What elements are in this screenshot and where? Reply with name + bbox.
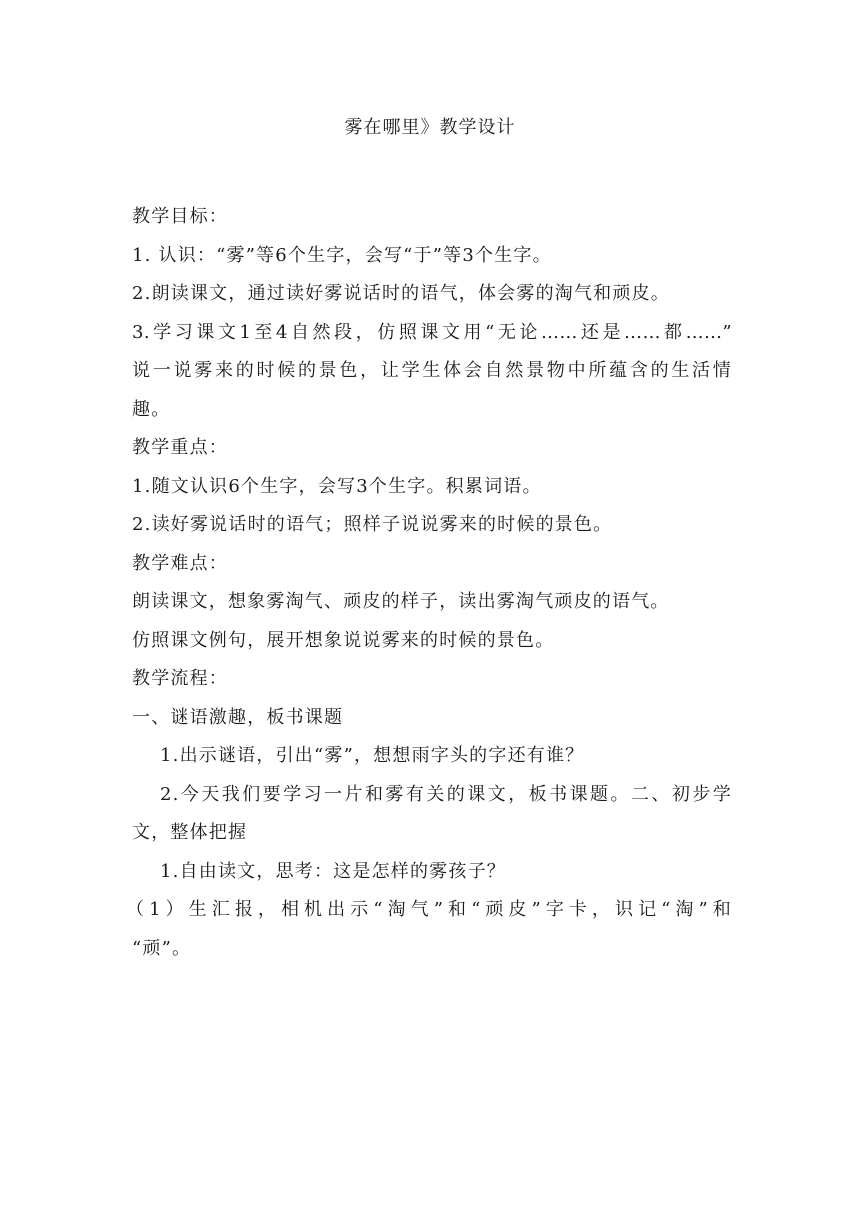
- process-substep-1-line-1: （1）生汇报，相机出示“淘气”和“顽皮”字卡，识记“淘”和: [126, 899, 732, 920]
- difficulty-item-2: 仿照课文例句，展开想象说说雾来的时候的景色。: [132, 629, 555, 651]
- heading-teaching-difficulty: 教学难点：: [132, 552, 228, 574]
- goal-item-1: 1. 认识：“雾”等6个生字，会写“于”等3个生字。: [132, 244, 552, 266]
- document-body: [126, 198, 732, 968]
- process-step-1: 1.出示谜语，引出“雾”，想想雨字头的字还有谁？: [160, 745, 585, 766]
- process-substep-1-line-2: “顽”。: [132, 937, 192, 959]
- focus-item-1: 1.随文认识6个生字，会写3个生字。积累词语。: [132, 475, 542, 497]
- focus-item-2: 2.读好雾说话时的语气；照样子说说雾来的时候的景色。: [132, 514, 613, 535]
- heading-teaching-process: 教学流程：: [132, 668, 228, 689]
- section-heading-1: 一、谜语激趣，板书课题: [132, 706, 344, 728]
- process-step-2-line-1: 2.今天我们要学习一片和雾有关的课文，板书课题。二、初步学: [160, 783, 732, 805]
- process-step-3: 1.自由读文，思考：这是怎样的雾孩子？: [160, 860, 506, 882]
- difficulty-item-1: 朗读课文，想象雾淘气、顽皮的样子，读出雾淘气顽皮的语气。: [132, 591, 670, 612]
- process-step-2-line-2: 文，整体把握: [132, 822, 248, 843]
- goal-item-2: 2.朗读课文，通过读好雾说话时的语气，体会雾的淘气和顽皮。: [132, 283, 670, 304]
- heading-teaching-focus: 教学重点：: [132, 437, 228, 458]
- document-title: 雾在哪里》教学设计: [344, 117, 516, 138]
- goal-item-3-line-2: 说一说雾来的时候的景色，让学生体会自然景物中所蕴含的生活情: [132, 360, 732, 381]
- goal-item-3-line-1: 3.学习课文1至4自然段，仿照课文用“无论……还是……都……”: [132, 321, 732, 343]
- heading-teaching-goals: 教学目标：: [132, 206, 228, 227]
- goal-item-3-line-3: 趣。: [132, 398, 171, 420]
